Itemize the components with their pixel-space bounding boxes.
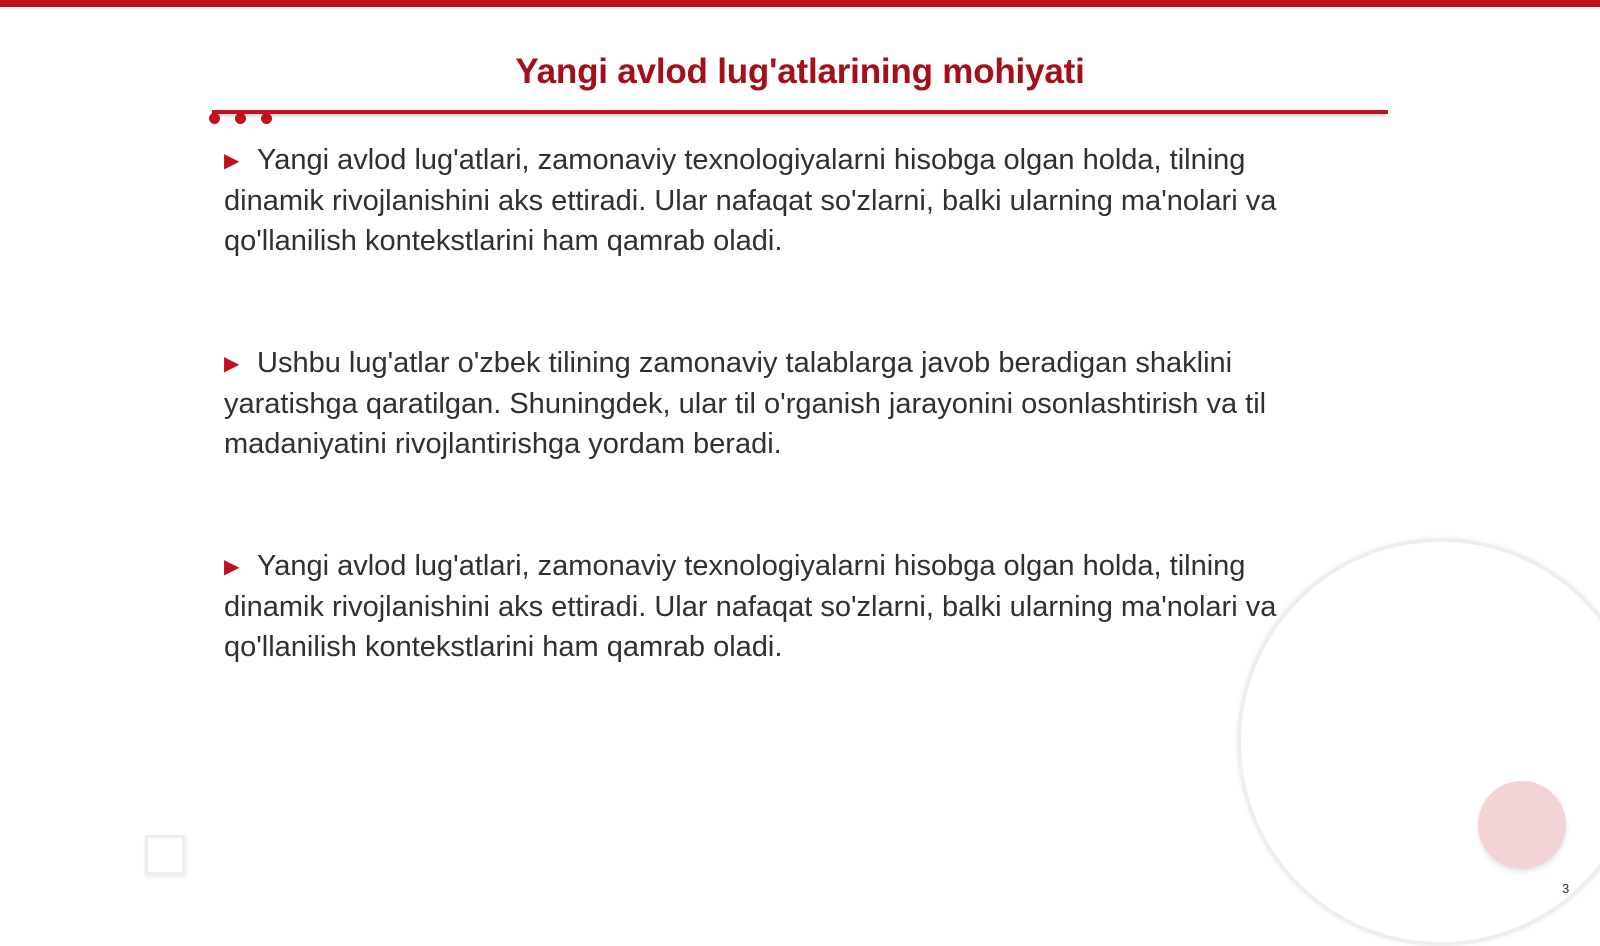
bullet-list bbox=[224, 140, 1374, 749]
bullet-2-line-2: yaratishga qaratilgan. Shuningdek, ular til o'rganish jarayonini osonlashtirish va til bbox=[224, 388, 1267, 420]
bullet-arrow-icon: ▶ bbox=[224, 353, 240, 375]
bullet-arrow-icon: ▶ bbox=[224, 150, 240, 172]
decorative-square bbox=[145, 835, 185, 875]
bullet-2-line-3: madaniyatini rivojlantirishga yordam beradi. bbox=[224, 428, 782, 460]
bullet-item-2 bbox=[224, 343, 1374, 464]
bullet-3-line-3: qo'llanilish kontekstlarini ham qamrab oladi. bbox=[224, 631, 783, 663]
bullet-arrow-icon: ▶ bbox=[224, 556, 240, 578]
bullet-3-line-1: Yangi avlod lug'atlari, zamonaviy texnologiyalarni hisobga olgan holda, tilning bbox=[257, 550, 1246, 582]
page-number: 3 bbox=[1562, 881, 1570, 896]
bullet-item-3 bbox=[224, 546, 1374, 667]
bullet-3-line-2: dinamik rivojlanishini aks ettiradi. Ular nafaqat so'zlarni, balki ularning ma'nolari va bbox=[224, 591, 1277, 623]
decorative-circle bbox=[1478, 781, 1566, 869]
slide-title: Yangi avlod lug'atlarining mohiyati bbox=[515, 52, 1085, 91]
bullet-item-1 bbox=[224, 140, 1374, 261]
bullet-2-line-1: Ushbu lug'atlar o'zbek tilining zamonaviy talablarga javob beradigan shaklini bbox=[257, 347, 1233, 379]
title-dot-1 bbox=[209, 113, 220, 124]
bullet-1-line-2: dinamik rivojlanishini aks ettiradi. Ular nafaqat so'zlarni, balki ularning ma'nolari va bbox=[224, 185, 1277, 217]
title-dot-3 bbox=[261, 113, 272, 124]
top-accent-bar bbox=[0, 0, 1600, 7]
title-underline bbox=[212, 110, 1388, 114]
bullet-1-line-3: qo'llanilish kontekstlarini ham qamrab oladi. bbox=[224, 225, 783, 257]
bullet-1-line-1: Yangi avlod lug'atlari, zamonaviy texnologiyalarni hisobga olgan holda, tilning bbox=[257, 144, 1246, 176]
title-dot-2 bbox=[235, 113, 246, 124]
